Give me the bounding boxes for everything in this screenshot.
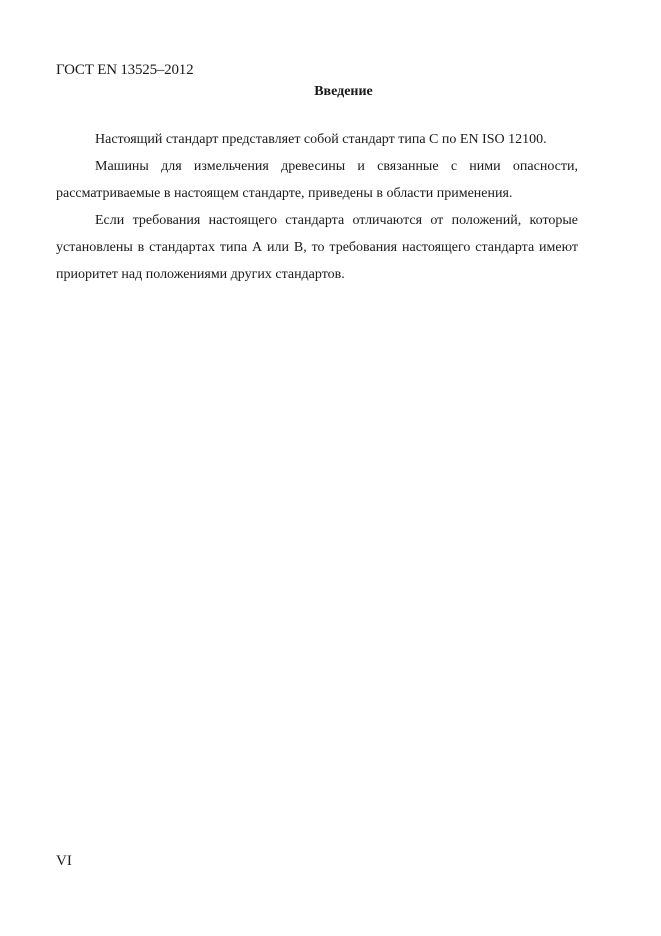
paragraph-priority: Если требования настоящего стандарта отличаются от положений, которые установлены в стандартах типа А или В, то требования настоящего стандарта имеют приоритет над положениями других стандартов. (56, 213, 578, 282)
section-title: Введение (314, 84, 373, 99)
page-number: VI (56, 853, 72, 869)
document-body (56, 126, 578, 288)
paragraph-hazards-scope: Машины для измельчения древесины и связанные с ними опасности, рассматриваемые в настоящем стандарте, приведены в области применения. (56, 159, 578, 201)
paragraph-type-c-standard: Настоящий стандарт представляет собой стандарт типа С по EN ISO 12100. (95, 132, 547, 147)
standard-code-header: ГОСТ EN 13525–2012 (56, 62, 194, 78)
